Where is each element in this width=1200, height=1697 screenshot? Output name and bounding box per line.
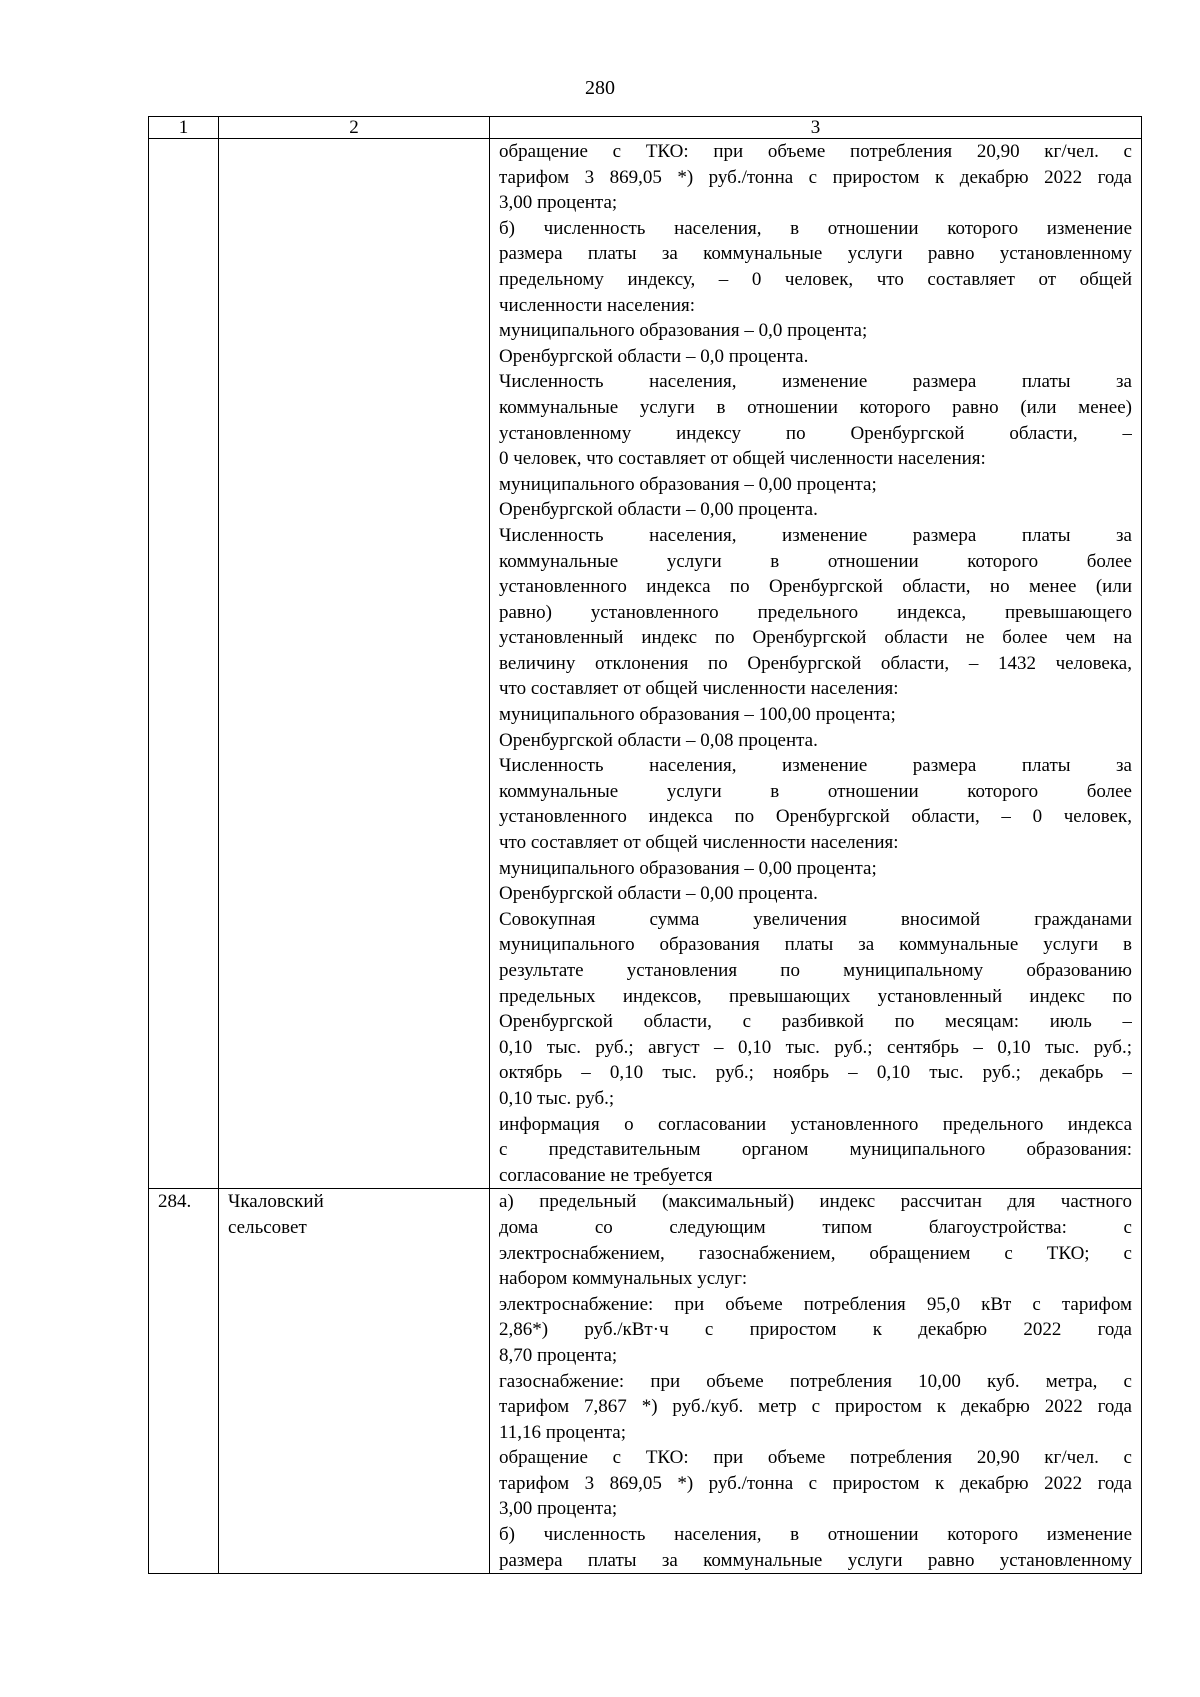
- description-line: коммунальные услуги в отношении которого равно (или менее): [499, 396, 1132, 418]
- row-number-cell: [149, 139, 219, 1189]
- description-line: коммунальные услуги в отношении которого более: [499, 780, 1132, 802]
- description-line: дома со следующим типом благоустройства: с: [499, 1216, 1132, 1238]
- description-line: 3,00 процента;: [499, 192, 618, 214]
- description-line: результате установления по муниципальному образованию: [499, 960, 1132, 981]
- description-line: электроснабжение: при объеме потребления 95,0 кВт с тарифом: [499, 1293, 1132, 1315]
- description-line: б) численность населения, в отношении которого изменение: [499, 1524, 1132, 1546]
- row-number-cell: [149, 1189, 219, 1574]
- description-line: электроснабжением, газоснабжением, обращением с ТКО; с: [499, 1242, 1132, 1264]
- description-line: размера платы за коммунальные услуги равно установленному: [499, 1549, 1132, 1571]
- description-line: 2,86*) руб./кВт·ч с приростом к декабрю 2022 года: [499, 1319, 1132, 1341]
- description-line: муниципального образования – 0,0 процента;: [499, 320, 868, 342]
- column-header-2: 2: [219, 117, 490, 139]
- description-line: тарифом 7,867 *) руб./куб. метр с приростом к декабрю 2022 года: [499, 1396, 1132, 1418]
- description-line: тарифом 3 869,05 *) руб./тонна с приростом к декабрю 2022 года: [499, 1472, 1132, 1494]
- description-line: обращение с ТКО: при объеме потребления 20,90 кг/чел. с: [499, 141, 1132, 162]
- description-line: муниципального образования платы за коммунальные услуги в: [499, 934, 1132, 956]
- description-line: информация о согласовании установленного предельного индекса: [499, 1113, 1132, 1135]
- description-cell: [490, 1189, 1142, 1574]
- municipality-name-cell: [219, 139, 490, 1189]
- description-line: 3,00 процента;: [499, 1498, 618, 1520]
- description-line: тарифом 3 869,05 *) руб./тонна с приростом к декабрю 2022 года: [499, 166, 1132, 188]
- description-line: б) численность населения, в отношении которого изменение: [499, 217, 1132, 239]
- description-line: 11,16 процента;: [499, 1421, 626, 1443]
- description-line: Численность населения, изменение размера платы за: [499, 524, 1132, 546]
- description-line: муниципального образования – 0,00 процента;: [499, 473, 877, 495]
- description-line: с представительным органом муниципального образования:: [499, 1139, 1132, 1161]
- description-line: величину отклонения по Оренбургской области, – 1432 человека,: [499, 652, 1132, 674]
- column-header-1: 1: [149, 117, 219, 139]
- table-header-row: [149, 117, 1142, 139]
- description-line: Оренбургской области – 0,08 процента.: [499, 729, 818, 751]
- description-line: газоснабжение: при объеме потребления 10,00 куб. метра, с: [499, 1370, 1132, 1392]
- description-line: набором коммунальных услуг:: [499, 1268, 748, 1290]
- municipality-name-line: сельсовет: [228, 1216, 307, 1238]
- description-line: Численность населения, изменение размера платы за: [499, 371, 1132, 393]
- description-line: установленного индекса по Оренбургской области, – 0 человек,: [499, 806, 1132, 828]
- description-line: численности населения:: [499, 294, 696, 316]
- description-line: что составляет от общей численности населения:: [499, 678, 899, 700]
- description-line: а) предельный (максимальный) индекс рассчитан для частного: [499, 1191, 1132, 1213]
- description-cell: [490, 139, 1142, 1189]
- description-line: Оренбургской области – 0,0 процента.: [499, 345, 809, 367]
- description-line: 8,70 процента;: [499, 1344, 618, 1366]
- municipality-name-cell: [219, 1189, 490, 1574]
- description-line: 0,10 тыс. руб.;: [499, 1087, 615, 1109]
- description-line: 0,10 тыс. руб.; август – 0,10 тыс. руб.; сентябрь – 0,10 тыс. руб.;: [499, 1036, 1132, 1058]
- description-line: муниципального образования – 0,00 процента;: [499, 857, 877, 879]
- description-line: предельных индексов, превышающих установленный индекс по: [499, 985, 1132, 1007]
- description-line: размера платы за коммунальные услуги равно установленному: [499, 243, 1132, 265]
- description-line: Оренбургской области, с разбивкой по месяцам: июль –: [499, 1011, 1132, 1033]
- row-number: 284.: [158, 1191, 192, 1213]
- description-line: установленному индексу по Оренбургской области, –: [499, 422, 1132, 444]
- description-line: муниципального образования – 100,00 процента;: [499, 704, 896, 726]
- column-header-3: 3: [490, 117, 1142, 139]
- description-line: обращение с ТКО: при объеме потребления 20,90 кг/чел. с: [499, 1447, 1132, 1469]
- document-table: [148, 116, 1142, 1574]
- description-line: октябрь – 0,10 тыс. руб.; ноябрь – 0,10 тыс. руб.; декабрь –: [499, 1062, 1132, 1084]
- description-line: Оренбургской области – 0,00 процента.: [499, 499, 818, 521]
- description-line: установленный индекс по Оренбургской области не более чем на: [499, 627, 1132, 649]
- description-line: предельному индексу, – 0 человек, что составляет от общей: [499, 268, 1132, 290]
- table-body: [149, 139, 1142, 1574]
- description-line: Численность населения, изменение размера платы за: [499, 755, 1132, 777]
- description-line: согласование не требуется: [499, 1164, 713, 1186]
- table-row: [149, 1189, 1142, 1574]
- table-row: [149, 139, 1142, 1189]
- description-line: что составляет от общей численности населения:: [499, 832, 899, 854]
- description-line: 0 человек, что составляет от общей численности населения:: [499, 448, 986, 470]
- description-line: установленного индекса по Оренбургской области, но менее (или: [499, 576, 1132, 598]
- description-line: равно) установленного предельного индекса, превышающего: [499, 601, 1132, 623]
- description-line: коммунальные услуги в отношении которого более: [499, 550, 1132, 572]
- page-number: 280: [585, 77, 615, 99]
- description-line: Совокупная сумма увеличения вносимой гражданами: [499, 908, 1132, 930]
- description-line: Оренбургской области – 0,00 процента.: [499, 883, 818, 905]
- municipality-name-line: Чкаловский: [228, 1191, 324, 1213]
